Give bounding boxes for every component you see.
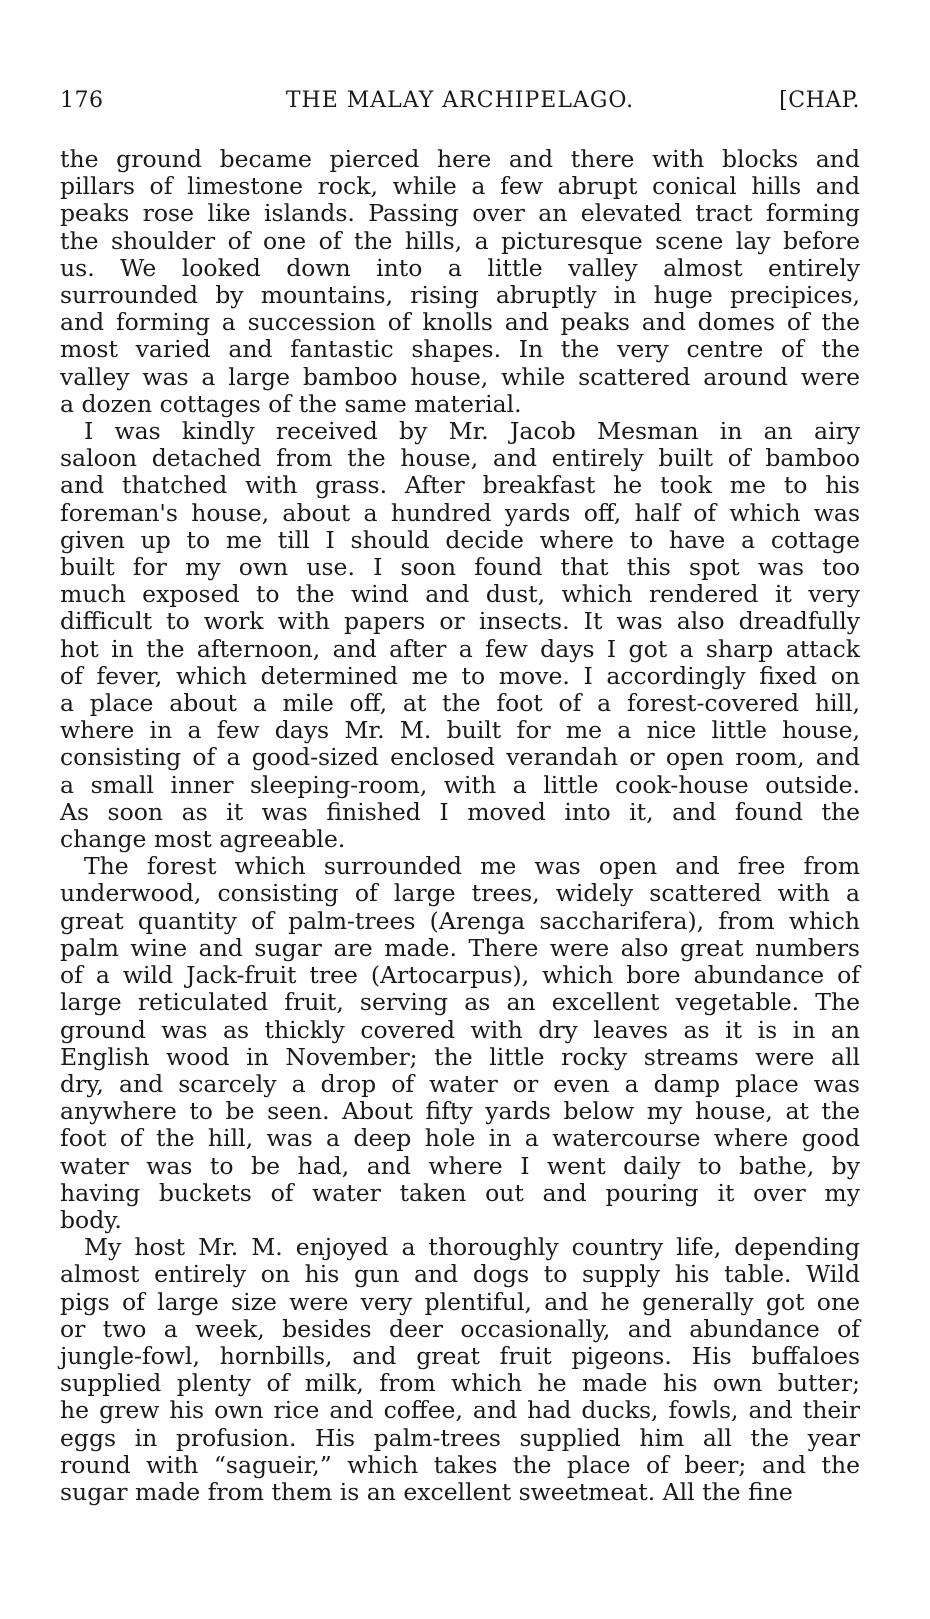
text-line: As soon as it was finished I moved into it, and found the [60, 797, 860, 826]
text-line: much exposed to the wind and dust, which rendered it very [60, 580, 860, 609]
text-line: of fever, which determined me to move. I accordingly fixed on [60, 661, 860, 690]
text-line: body. [60, 1205, 122, 1234]
text-line: given up to me till I should decide where to have a cottage [60, 525, 860, 554]
text-line: and forming a succession of knolls and peaks and domes of the [60, 308, 860, 337]
text-line: most varied and fantastic shapes. In the very centre of the [60, 335, 860, 364]
text-line: English wood in November; the little rocky streams were all [60, 1042, 860, 1071]
text-line: valley was a large bamboo house, while scattered around were [60, 362, 860, 391]
text-line: almost entirely on his gun and dogs to supply his table. Wild [60, 1260, 860, 1289]
text-line: underwood, consisting of large trees, widely scattered with a [60, 879, 860, 908]
page-number: 176 [60, 88, 104, 113]
text-line: consisting of a good-sized enclosed verandah or open room, and [60, 743, 860, 772]
text-line: sugar made from them is an excellent sweetmeat. All the fine [60, 1477, 793, 1506]
text-line: change most agreeable. [60, 825, 346, 854]
text-line: having buckets of water taken out and pouring it over my [60, 1178, 860, 1207]
paragraph [60, 853, 860, 1234]
text-line: round with “sagueir,” which takes the place of beer; and the [60, 1450, 860, 1479]
body-text [60, 146, 860, 1506]
text-line: dry, and scarcely a drop of water or even a damp place was [60, 1069, 860, 1098]
text-line: pillars of limestone rock, while a few abrupt conical hills and [60, 172, 860, 201]
text-line: hot in the afternoon, and after a few days I got a sharp attack [60, 634, 860, 663]
text-line: pigs of large size were very plentiful, and he generally got one [60, 1287, 860, 1316]
text-line: of a wild Jack-fruit tree (Artocarpus), which bore abundance of [60, 961, 860, 990]
text-line: large reticulated fruit, serving as an excellent vegetable. The [60, 988, 860, 1017]
running-title: THE MALAY ARCHIPELAGO. [285, 88, 635, 113]
paragraph [60, 146, 860, 418]
text-line: difficult to work with papers or insects. It was also dreadfully [60, 607, 860, 636]
chapter-tag: [CHAP. [779, 88, 860, 113]
text-line: My host Mr. M. enjoyed a thoroughly country life, depending [84, 1233, 860, 1262]
text-line: eggs in profusion. His palm-trees supplied him all the year [60, 1423, 860, 1452]
text-line: he grew his own rice and coffee, and had ducks, fowls, and their [60, 1396, 860, 1425]
text-line: ground was as thickly covered with dry leaves as it is in an [60, 1015, 860, 1044]
text-line: surrounded by mountains, rising abruptly in huge precipices, [60, 281, 860, 310]
text-line: great quantity of palm-trees (Arenga saccharifera), from which [60, 906, 860, 935]
text-line: palm wine and sugar are made. There were also great numbers [60, 933, 860, 962]
text-line: foot of the hill, was a deep hole in a watercourse where good [60, 1124, 860, 1153]
text-line: saloon detached from the house, and entirely built of bamboo [60, 444, 860, 473]
text-line: a small inner sleeping-room, with a little cook-house outside. [60, 770, 860, 799]
text-line: where in a few days Mr. M. built for me a nice little house, [60, 716, 860, 745]
text-line: or two a week, besides deer occasionally, and abundance of [60, 1314, 860, 1343]
text-line: the ground became pierced here and there with blocks and [60, 145, 860, 173]
paragraph [60, 1234, 860, 1506]
running-head [60, 88, 860, 120]
text-line: a dozen cottages of the same material. [60, 389, 522, 418]
text-line: foreman's house, about a hundred yards off, half of which was [60, 498, 860, 527]
paragraph [60, 418, 860, 853]
text-line: anywhere to be seen. About fifty yards below my house, at the [60, 1097, 860, 1126]
text-line: supplied plenty of milk, from which he made his own butter; [60, 1369, 860, 1398]
text-line: jungle-fowl, hornbills, and great fruit pigeons. His buffaloes [60, 1341, 860, 1370]
text-line: us. We looked down into a little valley almost entirely [60, 253, 860, 282]
text-line: water was to be had, and where I went daily to bathe, by [60, 1151, 860, 1180]
text-line: and thatched with grass. After breakfast he took me to his [60, 471, 860, 500]
text-line: the shoulder of one of the hills, a picturesque scene lay before [60, 226, 860, 255]
text-line: a place about a mile off, at the foot of a forest-covered hill, [60, 689, 860, 718]
text-line: built for my own use. I soon found that this spot was too [60, 553, 860, 582]
text-line: peaks rose like islands. Passing over an elevated tract forming [60, 199, 860, 228]
text-line: I was kindly received by Mr. Jacob Mesman in an airy [84, 417, 860, 446]
text-line: The forest which surrounded me was open and free from [84, 852, 860, 881]
